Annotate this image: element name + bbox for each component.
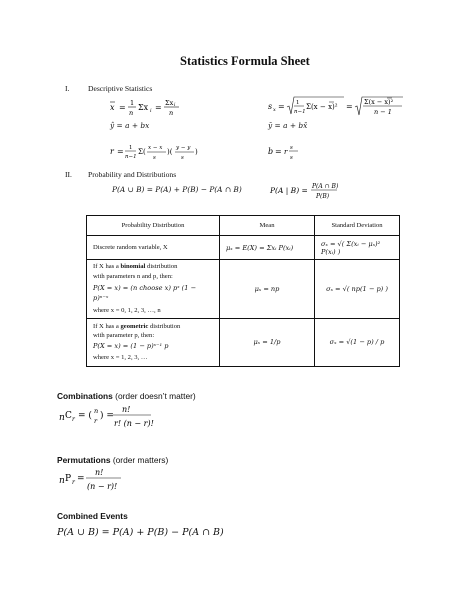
distribution-table bbox=[86, 215, 400, 367]
binomial-support: where x = 0, 1, 2, 3, …, n bbox=[93, 307, 161, 315]
combinations-note: (order doesn’t matter) bbox=[112, 391, 196, 401]
svg-text:1: 1 bbox=[130, 99, 135, 107]
svg-text:=: = bbox=[275, 147, 282, 156]
formula-slope bbox=[266, 140, 306, 169]
sd-cell bbox=[315, 236, 400, 260]
svg-text:n−1: n−1 bbox=[125, 154, 137, 160]
svg-text:y − y: y − y bbox=[176, 145, 191, 151]
svg-text:n: n bbox=[169, 109, 174, 117]
combined-events-heading: Combined Events bbox=[57, 511, 128, 521]
sd-formula: σₓ = √( Σ(xᵢ − μₓ)² P(xᵢ) ) bbox=[321, 239, 381, 256]
binomial-suffix: distribution bbox=[145, 263, 178, 271]
svg-text:r: r bbox=[110, 147, 114, 156]
mean-cell bbox=[220, 236, 315, 260]
svg-text:r: r bbox=[72, 416, 75, 423]
table-row bbox=[87, 260, 400, 319]
svg-text:Σx: Σx bbox=[165, 99, 174, 107]
binomial-keyword: binomial bbox=[120, 263, 146, 271]
geometric-support: where x = 1, 2, 3, … bbox=[93, 354, 148, 362]
svg-text:P(A | B) =: P(A | B) = bbox=[270, 186, 308, 195]
svg-text:=: = bbox=[117, 147, 124, 156]
sd-cell bbox=[315, 318, 400, 366]
binomial-parameters: with parameters n and p, then: bbox=[93, 272, 173, 280]
geometric-suffix: distribution bbox=[148, 322, 181, 330]
formula-regression-line: ŷ = a + bx bbox=[110, 121, 150, 130]
section-2-heading: Probability and Distributions bbox=[88, 170, 177, 179]
table-row bbox=[87, 236, 400, 260]
svg-text:P: P bbox=[65, 474, 72, 484]
formula-probability-union: P(A ∪ B) = P(A) + P(B) − P(A ∩ B) bbox=[112, 185, 242, 194]
distribution-cell bbox=[87, 260, 220, 319]
svg-text:i: i bbox=[174, 103, 176, 108]
table-header-row bbox=[87, 216, 400, 236]
svg-text:s: s bbox=[268, 102, 273, 111]
section-1-heading: Descriptive Statistics bbox=[88, 84, 153, 93]
svg-text:r: r bbox=[94, 417, 98, 425]
distribution-cell bbox=[87, 236, 220, 260]
mean-cell bbox=[220, 318, 315, 366]
sd-formula: σₓ = √(1 − p) / p bbox=[329, 338, 385, 347]
svg-text:P(B): P(B) bbox=[316, 193, 330, 200]
distribution-cell bbox=[87, 318, 220, 366]
svg-text:s: s bbox=[181, 155, 184, 161]
svg-text:s: s bbox=[290, 145, 293, 151]
svg-text:C: C bbox=[65, 411, 72, 421]
svg-text:) =: ) = bbox=[100, 411, 114, 421]
combinations-heading: Combinations bbox=[57, 391, 113, 401]
geometric-intro bbox=[93, 322, 213, 332]
svg-text:x: x bbox=[273, 107, 276, 113]
svg-text:Σx: Σx bbox=[138, 103, 149, 112]
permutations-formula bbox=[57, 464, 137, 499]
mean-formula: μₓ = E(X) = Σxᵢ P(xᵢ) bbox=[226, 243, 294, 252]
binomial-intro bbox=[93, 262, 213, 272]
svg-text:s: s bbox=[290, 155, 293, 161]
svg-text:): ) bbox=[195, 148, 198, 156]
mean-formula: μₓ = np bbox=[254, 284, 280, 293]
mean-formula: μₓ = 1/p bbox=[253, 338, 281, 347]
svg-text:n−1: n−1 bbox=[294, 109, 306, 115]
formula-correlation bbox=[108, 139, 208, 170]
svg-text:x: x bbox=[110, 103, 115, 112]
binomial-pmf: P(X = x) = (n choose x) pˣ (1 − p)ⁿ⁻ˣ bbox=[93, 284, 197, 302]
column-header-standard-deviation: Standard Deviation bbox=[315, 216, 400, 236]
svg-text:n − 1: n − 1 bbox=[374, 108, 392, 116]
column-header-distribution: Probability Distribution bbox=[87, 216, 220, 236]
svg-text:− x)²: − x)² bbox=[320, 103, 338, 111]
combinations-formula bbox=[57, 401, 167, 436]
svg-text:b: b bbox=[268, 147, 274, 156]
permutations-heading: Permutations bbox=[57, 455, 111, 465]
svg-text:)(: )( bbox=[167, 148, 173, 156]
table-row bbox=[87, 318, 400, 366]
svg-text:=: = bbox=[278, 102, 285, 111]
combined-events-formula: P(A ∪ B) = P(A) + P(B) − P(A ∩ B) bbox=[57, 527, 224, 538]
svg-text:Σ(x: Σ(x bbox=[306, 103, 318, 111]
svg-text:=: = bbox=[155, 103, 162, 112]
svg-text:=: = bbox=[346, 102, 353, 111]
binomial-prefix: If X has a bbox=[93, 263, 121, 271]
mean-cell bbox=[220, 260, 315, 319]
svg-text:r: r bbox=[284, 148, 288, 156]
svg-text:x − x: x − x bbox=[148, 145, 163, 151]
svg-text:1: 1 bbox=[129, 145, 133, 151]
svg-text:n!: n! bbox=[122, 405, 131, 414]
svg-text:= (: = ( bbox=[78, 411, 92, 421]
svg-text:n: n bbox=[59, 413, 65, 423]
svg-text:=: = bbox=[119, 103, 126, 112]
section-1-numeral: I. bbox=[65, 84, 70, 93]
svg-text:n: n bbox=[94, 407, 99, 415]
formula-mean bbox=[108, 96, 188, 123]
column-header-mean: Mean bbox=[220, 216, 315, 236]
formula-standard-deviation bbox=[266, 94, 406, 123]
svg-text:s: s bbox=[153, 155, 156, 161]
sd-cell bbox=[315, 260, 400, 319]
svg-text:n: n bbox=[129, 109, 134, 117]
permutations-note: (order matters) bbox=[110, 455, 169, 465]
distribution-label: Discrete random variable, X bbox=[93, 244, 168, 252]
sd-formula: σₓ = √( np(1 − p) ) bbox=[326, 284, 388, 293]
section-2-numeral: II. bbox=[65, 170, 72, 179]
formula-means-line: ȳ = a + bx̄ bbox=[268, 121, 308, 130]
geometric-prefix: If X has a bbox=[93, 322, 121, 330]
svg-text:n!: n! bbox=[95, 468, 104, 477]
svg-text:r: r bbox=[72, 479, 75, 486]
formula-conditional-probability bbox=[268, 179, 338, 208]
svg-text:i: i bbox=[150, 108, 152, 114]
svg-text:Σ(: Σ( bbox=[138, 148, 146, 156]
svg-text:n: n bbox=[59, 476, 65, 486]
svg-text:=: = bbox=[77, 474, 85, 484]
geometric-parameters: with parameter p, then: bbox=[93, 332, 155, 340]
svg-text:1: 1 bbox=[296, 100, 300, 106]
svg-text:(n − r)!: (n − r)! bbox=[87, 482, 118, 491]
geometric-keyword: geometric bbox=[120, 322, 149, 330]
svg-text:P(A ∩ B): P(A ∩ B) bbox=[312, 183, 338, 190]
svg-text:Σ(x − x)²: Σ(x − x)² bbox=[364, 98, 394, 106]
svg-text:r! (n − r)!: r! (n − r)! bbox=[114, 419, 154, 428]
page-title: Statistics Formula Sheet bbox=[180, 54, 310, 68]
geometric-pmf: P(X = x) = (1 − p)ˣ⁻¹ p bbox=[93, 341, 169, 350]
